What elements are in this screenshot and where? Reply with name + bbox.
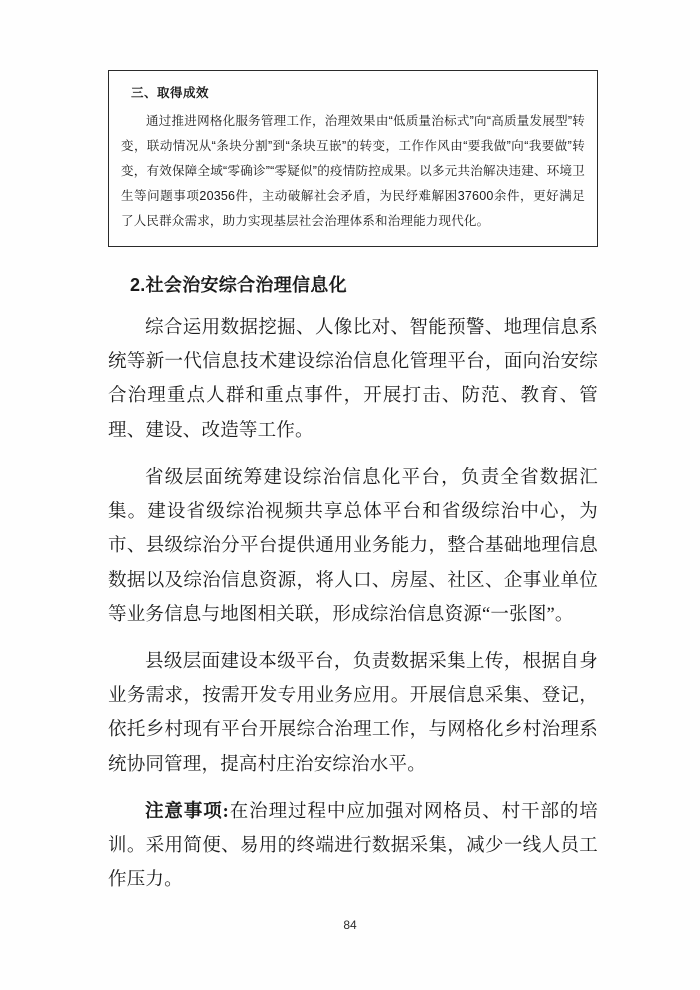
page-content xyxy=(108,70,598,912)
boxed-note xyxy=(108,70,598,247)
boxed-note-heading: 三、取得成效 xyxy=(131,86,210,100)
page-number: 84 xyxy=(343,918,357,932)
body-paragraph-3: 县级层面建设本级平台，负责数据采集上传，根据自身业务需求，按需开发专用业务应用。开展信息采集、登记，依托乡村现有平台开展综合治理工作，与网格化乡村治理系统协同管理，提高村庄治安综治水平。 xyxy=(108,651,598,775)
note-text: 在治理过程中应加强对网格员、村干部的培训。采用简便、易用的终端进行数据采集，减少一线人员工作压力。 xyxy=(108,801,598,891)
body-paragraph-1: 综合运用数据挖掘、人像比对、智能预警、地理信息系统等新一代信息技术建设综治信息化管理平台，面向治安综合治理重点人群和重点事件，开展打击、防范、教育、管理、建设、改造等工作。 xyxy=(108,318,598,441)
boxed-note-paragraph: 通过推进网格化服务管理工作，治理效果由“低质量治标式”向“高质量发展型”转变，联动情况从“条块分割”到“条块互嵌”的转变，工作作风由“要我做”向“我要做”转变，有效保障全域“零确诊”“零疑似”的疫情防控成果。以多元共治解决违建、环境卫生等问题事项20356件，主动破解社会矛盾，为民纾难解困37600余件，更好满足了人民群众需求，助力实现基层社会治理体系和治理能力现代化。 xyxy=(121,114,585,228)
note-label: 注意事项: xyxy=(145,801,230,822)
note-paragraph xyxy=(108,795,598,898)
body-paragraph-2: 省级层面统筹建设综治信息化平台，负责全省数据汇集。建设省级综治视频共享总体平台和省级综治中心，为市、县级综治分平台提供通用业务能力，整合基础地理信息数据以及综治信息资源，将人口、房屋、社区、企事业单位等业务信息与地图相关联，形成综治信息资源“一张图”。 xyxy=(108,467,598,625)
section-title: 2.社会治安综合治理信息化 xyxy=(130,275,347,295)
